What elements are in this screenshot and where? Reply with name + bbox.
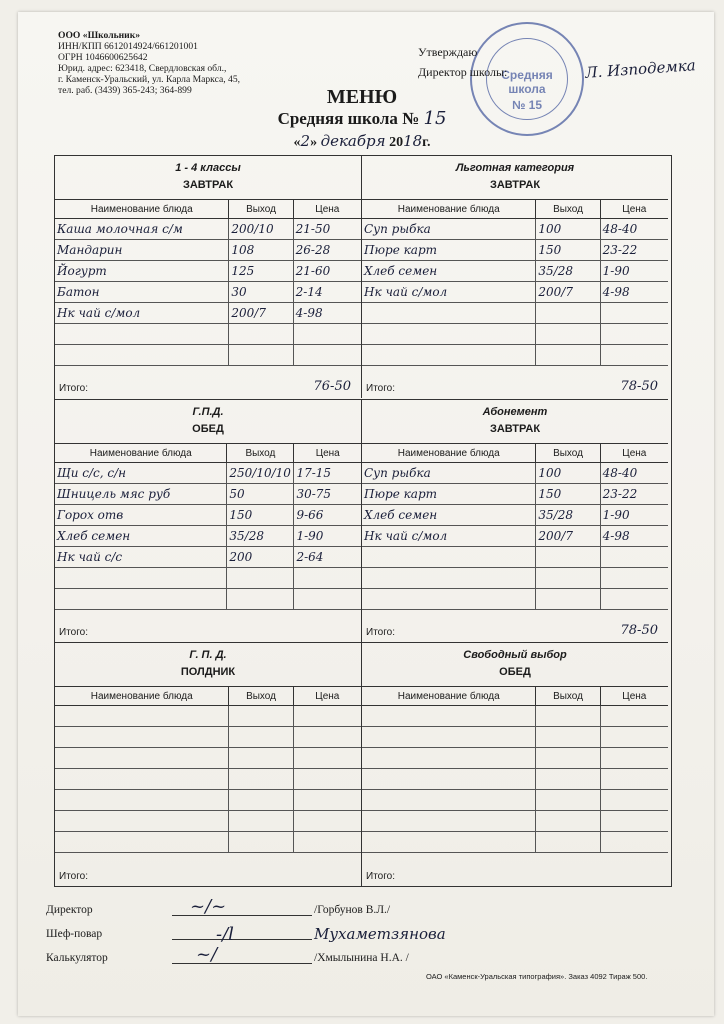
panel-category: Г. П. Д. bbox=[189, 649, 227, 661]
panel-meal: ЗАВТРАК bbox=[182, 179, 234, 191]
dish-name-cell bbox=[55, 832, 229, 853]
column-header-price: Цена bbox=[293, 687, 361, 706]
dish-output-cell: 125 bbox=[229, 261, 293, 282]
dish-name-cell bbox=[362, 345, 536, 366]
panel-header bbox=[55, 400, 361, 444]
director-handwritten-signature: ~/~ bbox=[190, 896, 227, 917]
dish-output-cell: 200 bbox=[227, 547, 294, 568]
column-header-name: Наименование блюда bbox=[362, 444, 536, 463]
dish-name-cell bbox=[55, 324, 229, 345]
table-row bbox=[362, 790, 668, 811]
table-row bbox=[362, 589, 668, 610]
dish-name-cell: Щи с/с, с/н bbox=[55, 463, 227, 484]
dish-name-cell: Каша молочная с/м bbox=[55, 219, 229, 240]
dish-name-cell bbox=[362, 568, 536, 589]
dish-name-cell: Нк чай с/мол bbox=[362, 526, 536, 547]
dish-price-cell: 23-22 bbox=[600, 484, 668, 505]
dish-price-cell bbox=[293, 769, 361, 790]
dish-output-cell bbox=[536, 748, 600, 769]
school-number: 15 bbox=[423, 108, 447, 129]
dish-price-cell: 48-40 bbox=[600, 219, 668, 240]
chef-signature-line bbox=[172, 939, 312, 940]
dish-output-cell: 200/10 bbox=[229, 219, 293, 240]
menu-title: МЕНЮ bbox=[326, 86, 398, 108]
dish-name-cell: Горох отв bbox=[55, 505, 227, 526]
stamp-line-1: Средняя bbox=[501, 68, 553, 82]
table-row bbox=[362, 324, 668, 345]
dish-output-cell bbox=[536, 769, 600, 790]
calculator-signature-line bbox=[172, 963, 312, 964]
dish-price-cell bbox=[600, 589, 668, 610]
dish-output-cell: 35/28 bbox=[536, 261, 600, 282]
menu-panel bbox=[55, 642, 362, 886]
dish-price-cell: 21-50 bbox=[293, 219, 361, 240]
table-row bbox=[55, 769, 361, 790]
total-label: Итого: bbox=[59, 627, 88, 638]
total-label: Итого: bbox=[366, 627, 395, 638]
dish-price-cell: 2-14 bbox=[293, 282, 361, 303]
dish-output-cell: 200/7 bbox=[536, 282, 600, 303]
dish-output-cell bbox=[536, 589, 600, 610]
panel-meal: ПОЛДНИК bbox=[180, 666, 236, 678]
panel-meal: ОБЕД bbox=[499, 666, 531, 678]
dish-output-cell: 35/28 bbox=[536, 505, 600, 526]
menu-table bbox=[55, 444, 361, 610]
panel-category: Г.П.Д. bbox=[192, 406, 224, 418]
dish-output-cell bbox=[536, 811, 600, 832]
dish-price-cell bbox=[600, 811, 668, 832]
dish-output-cell: 50 bbox=[227, 484, 294, 505]
dish-price-cell bbox=[600, 324, 668, 345]
dish-name-cell bbox=[55, 589, 227, 610]
table-header-row bbox=[55, 444, 361, 463]
dish-output-cell bbox=[229, 324, 293, 345]
panel-header bbox=[362, 156, 668, 200]
dish-output-cell bbox=[536, 568, 600, 589]
dish-price-cell: 1-90 bbox=[294, 526, 361, 547]
dish-name-cell: Суп рыбка bbox=[362, 463, 536, 484]
stamp-line-2: школа bbox=[508, 82, 546, 96]
table-row bbox=[55, 748, 361, 769]
dish-name-cell bbox=[55, 769, 229, 790]
table-row bbox=[362, 568, 668, 589]
panel-category: Абонемент bbox=[482, 406, 548, 418]
table-row bbox=[362, 463, 668, 484]
total-label: Итого: bbox=[59, 383, 88, 394]
dish-price-cell: 23-22 bbox=[600, 240, 668, 261]
director-signature: Л. Изподемка bbox=[584, 56, 697, 82]
dish-output-cell bbox=[227, 568, 294, 589]
table-header-row bbox=[362, 687, 668, 706]
dish-output-cell: 150 bbox=[227, 505, 294, 526]
dish-price-cell bbox=[293, 324, 361, 345]
dish-price-cell bbox=[293, 790, 361, 811]
table-header-row bbox=[362, 200, 668, 219]
column-header-name: Наименование блюда bbox=[55, 444, 227, 463]
dish-price-cell bbox=[600, 727, 668, 748]
dish-price-cell: 30-75 bbox=[294, 484, 361, 505]
dish-output-cell: 108 bbox=[229, 240, 293, 261]
table-row bbox=[55, 832, 361, 853]
school-label: Средняя школа № bbox=[277, 109, 420, 128]
dish-name-cell bbox=[55, 748, 229, 769]
dish-price-cell bbox=[600, 345, 668, 366]
total-label: Итого: bbox=[366, 871, 395, 882]
table-row bbox=[55, 261, 361, 282]
table-row bbox=[362, 748, 668, 769]
org-name: ООО «Школьник» bbox=[58, 30, 141, 41]
table-row bbox=[55, 811, 361, 832]
total-label: Итого: bbox=[366, 383, 395, 394]
dish-price-cell bbox=[600, 769, 668, 790]
dish-name-cell: Хлеб семен bbox=[362, 505, 536, 526]
director-role: Директор bbox=[46, 904, 93, 916]
table-row bbox=[55, 727, 361, 748]
panel-total bbox=[55, 380, 361, 398]
dish-name-cell: Батон bbox=[55, 282, 229, 303]
menu-table bbox=[362, 200, 668, 366]
dish-price-cell bbox=[293, 706, 361, 727]
menu-grid bbox=[54, 155, 672, 887]
panel-category: 1 - 4 классы bbox=[175, 162, 241, 174]
date-quote-close: » bbox=[310, 135, 318, 150]
table-row bbox=[362, 219, 668, 240]
dish-price-cell: 21-60 bbox=[293, 261, 361, 282]
dish-name-cell bbox=[362, 727, 536, 748]
dish-name-cell bbox=[362, 547, 536, 568]
column-header-name: Наименование блюда bbox=[55, 200, 229, 219]
table-row bbox=[55, 324, 361, 345]
table-row bbox=[55, 219, 361, 240]
dish-price-cell bbox=[600, 303, 668, 324]
panel-header bbox=[55, 643, 361, 687]
stamp-line-3: № 15 bbox=[511, 98, 543, 112]
table-header-row bbox=[362, 444, 668, 463]
printer-imprint: ОАО «Каменск-Уральская типография». Заказ 4092 Тираж 500. bbox=[426, 972, 648, 981]
dish-price-cell bbox=[294, 589, 361, 610]
dish-price-cell bbox=[293, 345, 361, 366]
dish-output-cell bbox=[536, 706, 600, 727]
table-row bbox=[55, 345, 361, 366]
dish-output-cell: 200/7 bbox=[536, 526, 600, 547]
dish-output-cell bbox=[536, 727, 600, 748]
table-row bbox=[55, 282, 361, 303]
table-row bbox=[55, 463, 361, 484]
dish-price-cell: 4-98 bbox=[600, 282, 668, 303]
table-header-row bbox=[55, 200, 361, 219]
dish-price-cell bbox=[293, 832, 361, 853]
table-row bbox=[362, 505, 668, 526]
dish-output-cell: 250/10/10 bbox=[227, 463, 294, 484]
calculator-handwritten-signature: ~/ bbox=[196, 944, 218, 965]
table-row bbox=[362, 727, 668, 748]
column-header-output: Выход bbox=[229, 200, 293, 219]
dish-price-cell: 17-15 bbox=[294, 463, 361, 484]
table-row bbox=[362, 261, 668, 282]
dish-output-cell bbox=[229, 748, 293, 769]
dish-price-cell: 4-98 bbox=[293, 303, 361, 324]
calculator-role: Калькулятор bbox=[46, 952, 108, 964]
dish-name-cell bbox=[362, 706, 536, 727]
dish-output-cell bbox=[536, 832, 600, 853]
dish-output-cell: 200/7 bbox=[229, 303, 293, 324]
chef-role: Шеф-повар bbox=[46, 928, 103, 940]
column-header-price: Цена bbox=[600, 200, 668, 219]
director-name: /Горбунов В.Л./ bbox=[314, 904, 391, 916]
table-row bbox=[55, 790, 361, 811]
table-row bbox=[362, 811, 668, 832]
dish-name-cell bbox=[362, 811, 536, 832]
dish-name-cell bbox=[55, 568, 227, 589]
panel-total bbox=[55, 868, 361, 886]
school-title bbox=[0, 108, 724, 129]
dish-output-cell bbox=[229, 727, 293, 748]
table-row bbox=[55, 526, 361, 547]
dish-output-cell bbox=[227, 589, 294, 610]
signatures-block bbox=[46, 898, 466, 970]
dish-output-cell bbox=[229, 811, 293, 832]
column-header-output: Выход bbox=[229, 687, 293, 706]
table-row bbox=[362, 547, 668, 568]
table-row bbox=[362, 303, 668, 324]
dish-output-cell bbox=[536, 303, 600, 324]
dish-output-cell bbox=[229, 769, 293, 790]
menu-panel bbox=[362, 156, 668, 398]
dish-name-cell: Пюре карт bbox=[362, 240, 536, 261]
table-row bbox=[55, 303, 361, 324]
dish-price-cell: 2-64 bbox=[294, 547, 361, 568]
total-label: Итого: bbox=[59, 871, 88, 882]
menu-table bbox=[55, 200, 361, 366]
panel-header bbox=[362, 643, 668, 687]
dish-name-cell bbox=[55, 811, 229, 832]
table-row bbox=[55, 505, 361, 526]
table-row bbox=[362, 706, 668, 727]
menu-panel bbox=[55, 399, 362, 642]
menu-table bbox=[362, 687, 668, 853]
dish-name-cell bbox=[362, 324, 536, 345]
dish-name-cell bbox=[362, 589, 536, 610]
total-value: 78-50 bbox=[620, 379, 658, 394]
dish-price-cell: 1-90 bbox=[600, 505, 668, 526]
total-value: 76-50 bbox=[313, 379, 351, 394]
menu-date bbox=[0, 132, 724, 151]
dish-name-cell bbox=[362, 832, 536, 853]
table-row bbox=[55, 547, 361, 568]
dish-price-cell: 26-28 bbox=[293, 240, 361, 261]
total-value: 78-50 bbox=[620, 623, 658, 638]
panel-total bbox=[362, 380, 668, 398]
table-row bbox=[55, 568, 361, 589]
dish-price-cell bbox=[293, 748, 361, 769]
dish-price-cell bbox=[600, 568, 668, 589]
table-row bbox=[362, 769, 668, 790]
org-ogrn: ОГРН 1046600625642 bbox=[58, 52, 148, 63]
dish-name-cell: Хлеб семен bbox=[55, 526, 227, 547]
table-row bbox=[362, 345, 668, 366]
panel-meal: ОБЕД bbox=[192, 423, 224, 435]
dish-name-cell: Суп рыбка bbox=[362, 219, 536, 240]
dish-output-cell: 30 bbox=[229, 282, 293, 303]
dish-output-cell bbox=[229, 345, 293, 366]
column-header-output: Выход bbox=[536, 687, 600, 706]
panel-category: Льготная категория bbox=[455, 162, 575, 174]
panel-total bbox=[55, 624, 361, 642]
dish-price-cell bbox=[600, 790, 668, 811]
table-row bbox=[362, 484, 668, 505]
column-header-name: Наименование блюда bbox=[55, 687, 229, 706]
dish-output-cell: 150 bbox=[536, 484, 600, 505]
column-header-output: Выход bbox=[536, 444, 600, 463]
dish-output-cell: 35/28 bbox=[227, 526, 294, 547]
dish-name-cell: Йогурт bbox=[55, 261, 229, 282]
dish-price-cell bbox=[294, 568, 361, 589]
dish-output-cell bbox=[536, 324, 600, 345]
menu-table bbox=[362, 444, 668, 610]
table-row bbox=[362, 240, 668, 261]
column-header-price: Цена bbox=[600, 444, 668, 463]
dish-name-cell: Нк чай с/с bbox=[55, 547, 227, 568]
date-quote-open: « bbox=[293, 135, 301, 150]
date-year-prefix: 20 bbox=[389, 135, 404, 150]
dish-output-cell bbox=[536, 547, 600, 568]
approve-label: Утверждаю bbox=[418, 45, 478, 59]
date-day: 2 bbox=[300, 132, 311, 150]
dish-name-cell bbox=[55, 345, 229, 366]
menu-panel bbox=[362, 642, 668, 886]
dish-name-cell bbox=[362, 303, 536, 324]
dish-name-cell bbox=[362, 769, 536, 790]
dish-name-cell bbox=[55, 706, 229, 727]
dish-price-cell bbox=[600, 547, 668, 568]
column-header-output: Выход bbox=[227, 444, 294, 463]
column-header-price: Цена bbox=[600, 687, 668, 706]
panel-meal: ЗАВТРАК bbox=[489, 179, 541, 191]
dish-price-cell: 48-40 bbox=[600, 463, 668, 484]
dish-output-cell bbox=[536, 345, 600, 366]
dish-name-cell bbox=[55, 727, 229, 748]
dish-output-cell bbox=[229, 706, 293, 727]
dish-name-cell: Пюре карт bbox=[362, 484, 536, 505]
table-row bbox=[362, 526, 668, 547]
table-row bbox=[55, 484, 361, 505]
column-header-price: Цена bbox=[293, 200, 361, 219]
chef-name: Мухаметзянова bbox=[314, 925, 446, 943]
panel-header bbox=[362, 400, 668, 444]
dish-output-cell bbox=[229, 790, 293, 811]
date-month: декабря bbox=[320, 132, 386, 150]
table-row bbox=[55, 240, 361, 261]
menu-table bbox=[55, 687, 361, 853]
column-header-name: Наименование блюда bbox=[362, 687, 536, 706]
panel-meal: ЗАВТРАК bbox=[489, 423, 541, 435]
dish-name-cell: Мандарин bbox=[55, 240, 229, 261]
menu-panel bbox=[362, 399, 668, 642]
dish-price-cell bbox=[293, 727, 361, 748]
dish-price-cell: 4-98 bbox=[600, 526, 668, 547]
table-row bbox=[55, 589, 361, 610]
dish-name-cell: Нк чай с/мол bbox=[362, 282, 536, 303]
date-year-suffix: 18 bbox=[403, 132, 423, 150]
dish-name-cell: Хлеб семен bbox=[362, 261, 536, 282]
dish-name-cell bbox=[362, 748, 536, 769]
dish-price-cell: 1-90 bbox=[600, 261, 668, 282]
dish-output-cell bbox=[229, 832, 293, 853]
dish-price-cell bbox=[293, 811, 361, 832]
dish-output-cell: 100 bbox=[536, 463, 600, 484]
dish-name-cell bbox=[55, 790, 229, 811]
dish-name-cell bbox=[362, 790, 536, 811]
dish-output-cell: 150 bbox=[536, 240, 600, 261]
panel-total bbox=[362, 624, 668, 642]
column-header-name: Наименование блюда bbox=[362, 200, 536, 219]
table-row bbox=[362, 282, 668, 303]
table-row bbox=[55, 706, 361, 727]
dish-price-cell bbox=[600, 748, 668, 769]
approval-block bbox=[418, 42, 507, 82]
dish-price-cell bbox=[600, 706, 668, 727]
dish-price-cell: 9-66 bbox=[294, 505, 361, 526]
column-header-output: Выход bbox=[536, 200, 600, 219]
org-address-1: Юрид. адрес: 623418, Свердловская обл., bbox=[58, 63, 227, 74]
date-year-end: г. bbox=[422, 135, 431, 150]
chef-handwritten-signature: -/l bbox=[216, 924, 234, 945]
org-inn: ИНН/КПП 6612014924/661201001 bbox=[58, 41, 198, 52]
dish-name-cell: Нк чай с/мол bbox=[55, 303, 229, 324]
panel-header bbox=[55, 156, 361, 200]
table-header-row bbox=[55, 687, 361, 706]
org-phone: тел. раб. (3439) 365-243; 364-899 bbox=[58, 85, 192, 96]
column-header-price: Цена bbox=[294, 444, 361, 463]
org-address-2: г. Каменск-Уральский, ул. Карла Маркса, 45, bbox=[58, 74, 241, 85]
director-label: Директор школы: bbox=[418, 65, 508, 79]
panel-category: Свободный выбор bbox=[463, 649, 567, 661]
dish-name-cell: Шницель мяс руб bbox=[55, 484, 227, 505]
panel-total bbox=[362, 868, 668, 886]
table-row bbox=[362, 832, 668, 853]
dish-output-cell bbox=[536, 790, 600, 811]
dish-price-cell bbox=[600, 832, 668, 853]
dish-output-cell: 100 bbox=[536, 219, 600, 240]
calculator-name: /Хмылынина Н.А. / bbox=[314, 952, 409, 964]
menu-panel bbox=[55, 156, 362, 398]
